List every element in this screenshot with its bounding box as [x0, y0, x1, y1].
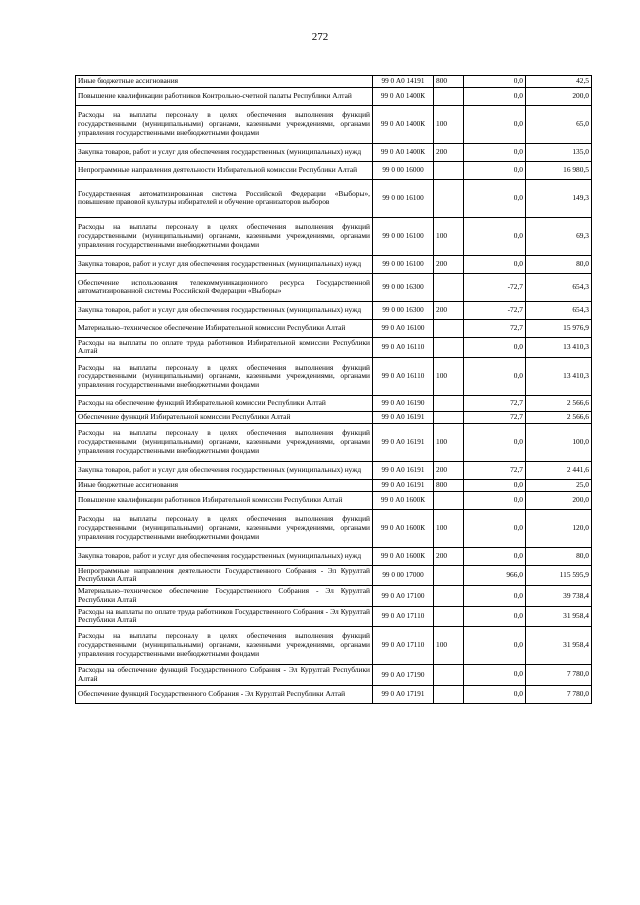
row-code: 99 0 А0 16191	[373, 461, 434, 479]
row-total-amount: 200,0	[526, 87, 592, 105]
row-total-amount: 2 566,6	[526, 396, 592, 412]
row-change-amount: 0,0	[464, 547, 526, 565]
table-row	[76, 87, 592, 105]
table-row	[76, 461, 592, 479]
row-name: Государственная автоматизированная система Российской Федерации «Выборы», повышение правовой культуры избирателей и обучение организаторов выборов	[76, 179, 373, 217]
row-change-amount: 966,0	[464, 565, 526, 585]
row-change-amount: 0,0	[464, 217, 526, 255]
row-total-amount: 69,3	[526, 217, 592, 255]
row-change-amount: 0,0	[464, 358, 526, 396]
row-name: Расходы на выплаты персоналу в целях обеспечения выполнения функций государственными (муниципальными) органами, казенными учреждениями, органами управления государственными внебюджетными фондами	[76, 627, 373, 665]
row-name: Расходы на выплаты персоналу в целях обеспечения выполнения функций государственными (муниципальными) органами, казенными учреждениями, органами управления государственными внебюджетными фондами	[76, 509, 373, 547]
table-row	[76, 627, 592, 665]
row-total-amount: 7 780,0	[526, 665, 592, 685]
table-row	[76, 491, 592, 509]
row-name: Расходы на выплаты по оплате труда работников Избирательной комиссии Республики Алтай	[76, 337, 373, 357]
row-code: 99 0 А0 1400К	[373, 105, 434, 143]
row-code: 99 0 А0 16191	[373, 412, 434, 424]
row-total-amount: 7 780,0	[526, 685, 592, 703]
table-row	[76, 179, 592, 217]
budget-table-body	[76, 76, 592, 704]
row-change-amount: 0,0	[464, 161, 526, 179]
row-total-amount: 25,0	[526, 479, 592, 491]
row-name: Обеспечение функций Избирательной комиссии Республики Алтай	[76, 412, 373, 424]
row-code: 99 0 А0 1400К	[373, 87, 434, 105]
row-name: Расходы на обеспечение функций Избирательной комиссии Республики Алтай	[76, 396, 373, 412]
row-expense-type	[434, 319, 464, 337]
table-row	[76, 479, 592, 491]
row-change-amount: -72,7	[464, 273, 526, 301]
row-code: 99 0 А0 17110	[373, 606, 434, 626]
row-name: Закупка товаров, работ и услуг для обеспечения государственных (муниципальных) нужд	[76, 143, 373, 161]
row-total-amount: 200,0	[526, 491, 592, 509]
row-total-amount: 39 738,4	[526, 586, 592, 606]
row-expense-type: 200	[434, 255, 464, 273]
row-total-amount: 654,3	[526, 301, 592, 319]
row-name: Закупка товаров, работ и услуг для обеспечения государственных (муниципальных) нужд	[76, 547, 373, 565]
row-name: Расходы на выплаты по оплате труда работников Государственного Собрания - Эл Курултай Республики Алтай	[76, 606, 373, 626]
row-code: 99 0 А0 17100	[373, 586, 434, 606]
row-name: Иные бюджетные ассигнования	[76, 479, 373, 491]
row-change-amount: 0,0	[464, 105, 526, 143]
row-total-amount: 65,0	[526, 105, 592, 143]
table-row	[76, 586, 592, 606]
table-row	[76, 337, 592, 357]
row-code: 99 0 А0 17190	[373, 665, 434, 685]
row-change-amount: 0,0	[464, 491, 526, 509]
row-expense-type: 800	[434, 479, 464, 491]
row-code: 99 0 А0 17191	[373, 685, 434, 703]
row-code: 99 0 А0 1600К	[373, 491, 434, 509]
table-row	[76, 273, 592, 301]
row-total-amount: 80,0	[526, 547, 592, 565]
row-change-amount: 0,0	[464, 479, 526, 491]
row-total-amount: 31 958,4	[526, 606, 592, 626]
row-name: Расходы на выплаты персоналу в целях обеспечения выполнения функций государственными (муниципальными) органами, казенными учреждениями, органами управления государственными внебюджетными фондами	[76, 217, 373, 255]
row-code: 99 0 00 16100	[373, 217, 434, 255]
table-row	[76, 255, 592, 273]
row-total-amount: 80,0	[526, 255, 592, 273]
row-code: 99 0 А0 1600К	[373, 547, 434, 565]
table-row	[76, 358, 592, 396]
row-expense-type	[434, 179, 464, 217]
row-total-amount: 2 566,6	[526, 412, 592, 424]
row-expense-type: 200	[434, 461, 464, 479]
row-total-amount: 135,0	[526, 143, 592, 161]
row-total-amount: 13 410,3	[526, 337, 592, 357]
row-expense-type	[434, 685, 464, 703]
row-code: 99 0 А0 16191	[373, 479, 434, 491]
row-expense-type: 200	[434, 301, 464, 319]
table-row	[76, 161, 592, 179]
table-row	[76, 685, 592, 703]
row-code: 99 0 А0 1600К	[373, 509, 434, 547]
row-code: 99 0 А0 17110	[373, 627, 434, 665]
row-total-amount: 100,0	[526, 423, 592, 461]
row-code: 99 0 00 16100	[373, 255, 434, 273]
row-total-amount: 149,3	[526, 179, 592, 217]
row-name: Материально–техническое обеспечение Избирательной комиссии Республики Алтай	[76, 319, 373, 337]
row-expense-type: 100	[434, 423, 464, 461]
row-change-amount: 0,0	[464, 586, 526, 606]
row-name: Обеспечение использования телекоммуникационного ресурса Государственной автоматизированной системы Российской Федерации «Выборы»	[76, 273, 373, 301]
row-expense-type: 100	[434, 105, 464, 143]
table-row	[76, 301, 592, 319]
row-change-amount: -72,7	[464, 301, 526, 319]
row-name: Материально–техническое обеспечение Государственного Собрания - Эл Курултай Республики Алтай	[76, 586, 373, 606]
row-total-amount: 2 441,6	[526, 461, 592, 479]
row-expense-type: 200	[434, 143, 464, 161]
row-code: 99 0 А0 16191	[373, 423, 434, 461]
row-name: Расходы на выплаты персоналу в целях обеспечения выполнения функций государственными (муниципальными) органами, казенными учреждениями, органами управления государственными внебюджетными фондами	[76, 358, 373, 396]
row-code: 99 0 00 17000	[373, 565, 434, 585]
row-total-amount: 42,5	[526, 76, 592, 88]
page-number: 272	[311, 31, 329, 43]
row-change-amount: 0,0	[464, 76, 526, 88]
table-row	[76, 412, 592, 424]
table-row	[76, 76, 592, 88]
row-expense-type	[434, 606, 464, 626]
row-change-amount: 0,0	[464, 143, 526, 161]
row-expense-type	[434, 412, 464, 424]
row-expense-type: 100	[434, 358, 464, 396]
row-code: 99 0 00 16300	[373, 273, 434, 301]
row-code: 99 0 00 16100	[373, 179, 434, 217]
row-total-amount: 31 958,4	[526, 627, 592, 665]
row-change-amount: 0,0	[464, 685, 526, 703]
row-name: Закупка товаров, работ и услуг для обеспечения государственных (муниципальных) нужд	[76, 461, 373, 479]
row-change-amount: 0,0	[464, 87, 526, 105]
row-total-amount: 15 976,9	[526, 319, 592, 337]
row-expense-type: 100	[434, 217, 464, 255]
table-row	[76, 606, 592, 626]
table-row	[76, 217, 592, 255]
row-change-amount: 0,0	[464, 665, 526, 685]
row-code: 99 0 А0 1400К	[373, 143, 434, 161]
row-expense-type	[434, 565, 464, 585]
row-change-amount: 0,0	[464, 423, 526, 461]
row-code: 99 0 00 16000	[373, 161, 434, 179]
row-change-amount: 72,7	[464, 319, 526, 337]
table-row	[76, 105, 592, 143]
row-name: Непрограммные направления деятельности Государственного Собрания - Эл Курултай Республики Алтай	[76, 565, 373, 585]
row-expense-type	[434, 665, 464, 685]
row-expense-type: 100	[434, 509, 464, 547]
row-name: Повышение квалификации работников Контрольно-счетной палаты Республики Алтай	[76, 87, 373, 105]
row-total-amount: 16 980,5	[526, 161, 592, 179]
row-expense-type	[434, 491, 464, 509]
row-change-amount: 0,0	[464, 179, 526, 217]
row-code: 99 0 00 16300	[373, 301, 434, 319]
row-total-amount: 115 595,9	[526, 565, 592, 585]
row-name: Иные бюджетные ассигнования	[76, 76, 373, 88]
row-expense-type: 800	[434, 76, 464, 88]
row-change-amount: 0,0	[464, 337, 526, 357]
table-row	[76, 319, 592, 337]
row-expense-type	[434, 87, 464, 105]
row-name: Закупка товаров, работ и услуг для обеспечения государственных (муниципальных) нужд	[76, 301, 373, 319]
row-code: 99 0 А0 16110	[373, 337, 434, 357]
row-change-amount: 0,0	[464, 627, 526, 665]
row-expense-type	[434, 161, 464, 179]
row-total-amount: 13 410,3	[526, 358, 592, 396]
row-expense-type	[434, 337, 464, 357]
table-row	[76, 396, 592, 412]
row-code: 99 0 А0 16110	[373, 358, 434, 396]
row-name: Расходы на обеспечение функций Государственного Собрания - Эл Курултай Республики Алтай	[76, 665, 373, 685]
table-row	[76, 509, 592, 547]
table-row	[76, 423, 592, 461]
row-change-amount: 72,7	[464, 412, 526, 424]
row-expense-type: 100	[434, 627, 464, 665]
budget-table	[75, 75, 592, 704]
row-name: Расходы на выплаты персоналу в целях обеспечения выполнения функций государственными (муниципальными) органами, казенными учреждениями, органами управления государственными внебюджетными фондами	[76, 423, 373, 461]
row-expense-type	[434, 273, 464, 301]
row-expense-type	[434, 396, 464, 412]
row-change-amount: 72,7	[464, 461, 526, 479]
row-change-amount: 0,0	[464, 509, 526, 547]
table-row	[76, 547, 592, 565]
row-expense-type	[434, 586, 464, 606]
row-name: Повышение квалификации работников Избирательной комиссии Республики Алтай	[76, 491, 373, 509]
table-row	[76, 565, 592, 585]
row-expense-type: 200	[434, 547, 464, 565]
table-row	[76, 665, 592, 685]
row-code: 99 0 А0 16190	[373, 396, 434, 412]
row-name: Расходы на выплаты персоналу в целях обеспечения выполнения функций государственными (муниципальными) органами, казенными учреждениями, органами управления государственными внебюджетными фондами	[76, 105, 373, 143]
row-change-amount: 72,7	[464, 396, 526, 412]
row-name: Непрограммные направления деятельности Избирательной комиссии Республики Алтай	[76, 161, 373, 179]
row-change-amount: 0,0	[464, 255, 526, 273]
row-name: Обеспечение функций Государственного Собрания - Эл Курултай Республики Алтай	[76, 685, 373, 703]
row-total-amount: 120,0	[526, 509, 592, 547]
row-change-amount: 0,0	[464, 606, 526, 626]
table-row	[76, 143, 592, 161]
row-code: 99 0 А0 14191	[373, 76, 434, 88]
row-code: 99 0 А0 16100	[373, 319, 434, 337]
row-total-amount: 654,3	[526, 273, 592, 301]
row-name: Закупка товаров, работ и услуг для обеспечения государственных (муниципальных) нужд	[76, 255, 373, 273]
